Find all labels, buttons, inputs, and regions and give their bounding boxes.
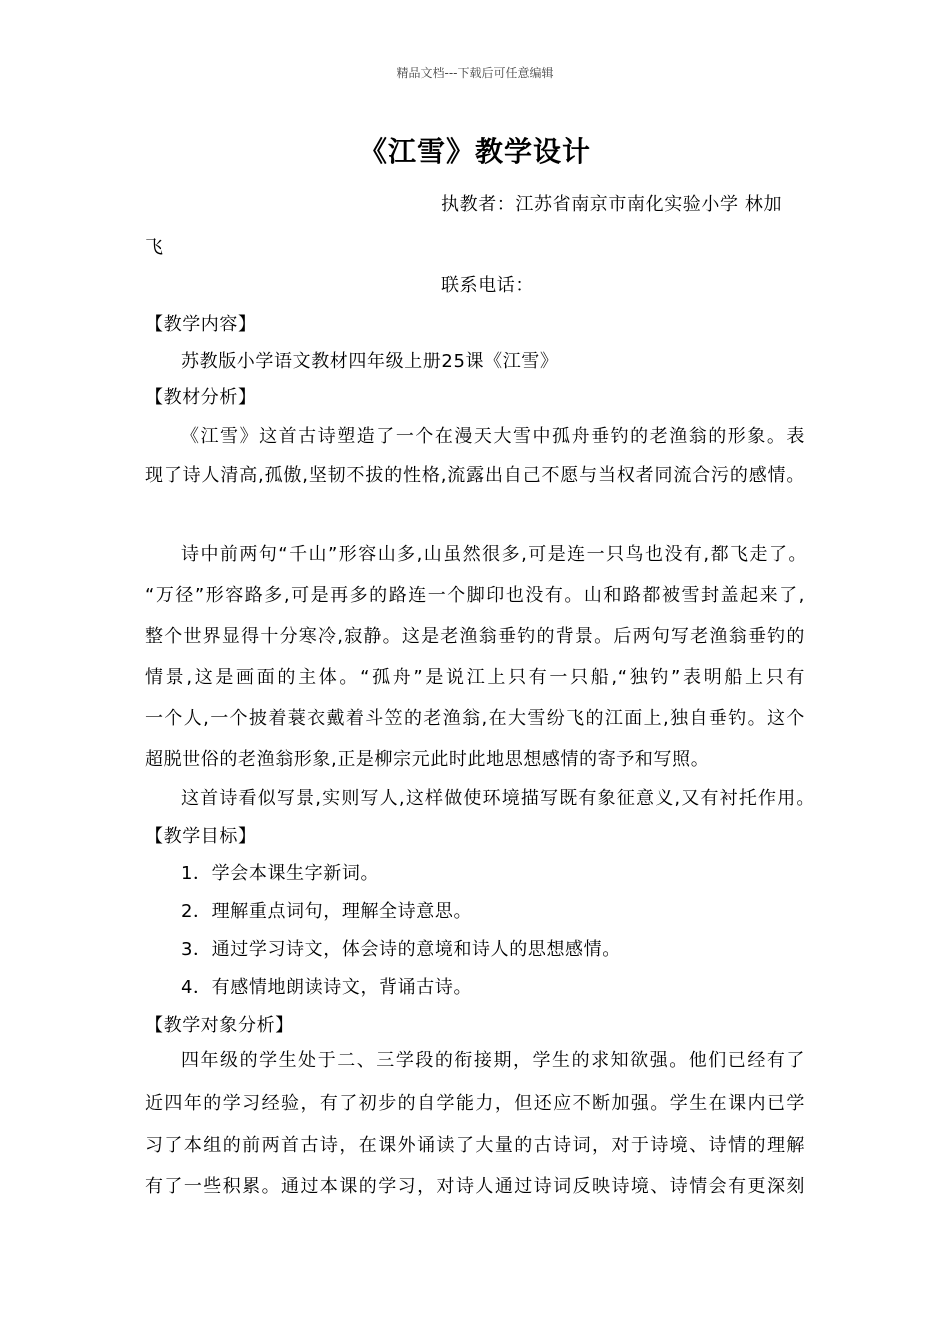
section-heading-content: 【教学内容】 xyxy=(145,314,257,335)
content-text: 苏教版小学语文教材四年级上册25课《江雪》 xyxy=(181,351,559,372)
analysis-line: 整个世界显得十分寒冷,寂静。这是老渔翁垂钓的背景。后两句写老渔翁垂钓的 xyxy=(145,626,805,647)
learners-line: 四年级的学生处于二、三学段的衔接期，学生的求知欲强。他们已经有了 xyxy=(181,1050,805,1071)
goal-item: 3．通过学习诗文，体会诗的意境和诗人的思想感情。 xyxy=(181,939,621,960)
document-title: 《江雪》教学设计 xyxy=(358,135,591,168)
analysis-line: 情景,这是画面的主体。“孤舟”是说江上只有一只船,“独钓”表明船上只有 xyxy=(145,667,805,688)
learners-line: 习了本组的前两首古诗，在课外诵读了大量的古诗词，对于诗境、诗情的理解 xyxy=(145,1135,805,1156)
author-line-continued: 飞 xyxy=(145,237,164,258)
goal-item: 4．有感情地朗读诗文，背诵古诗。 xyxy=(181,977,473,998)
analysis-line: 《江雪》这首古诗塑造了一个在漫天大雪中孤舟垂钓的老渔翁的形象。表 xyxy=(181,426,805,447)
analysis-line: 一个人,一个披着蓑衣戴着斗笠的老渔翁,在大雪纷飞的江面上,独自垂钓。这个 xyxy=(145,708,805,729)
analysis-line: 诗中前两句“千山”形容山多,山虽然很多,可是连一只鸟也没有,都飞走了。 xyxy=(181,544,807,565)
section-heading-analysis: 【教材分析】 xyxy=(145,387,257,408)
contact-line: 联系电话： xyxy=(441,275,534,296)
analysis-line: 现了诗人清高,孤傲,坚韧不拔的性格,流露出自己不愿与当权者同流合污的感情。 xyxy=(145,465,805,486)
analysis-line: “万径”形容路多,可是再多的路连一个脚印也没有。山和路都被雪封盖起来了, xyxy=(145,585,805,606)
section-heading-goals: 【教学目标】 xyxy=(145,826,257,847)
learners-line: 有了一些积累。通过本课的学习，对诗人通过诗词反映诗境、诗情会有更深刻 xyxy=(145,1176,805,1197)
author-line: 执教者：江苏省南京市南化实验小学 林加 xyxy=(441,194,783,215)
learners-line: 近四年的学习经验，有了初步的自学能力，但还应不断加强。学生在课内已学 xyxy=(145,1093,805,1114)
goal-item: 2．理解重点词句，理解全诗意思。 xyxy=(181,901,473,922)
header-note: 精品文档---下载后可任意编辑 xyxy=(396,66,554,80)
analysis-line: 超脱世俗的老渔翁形象,正是柳宗元此时此地思想感情的寄予和写照。 xyxy=(145,749,710,770)
goal-item: 1．学会本课生字新词。 xyxy=(181,863,380,884)
section-heading-learners: 【教学对象分析】 xyxy=(145,1015,294,1036)
analysis-line: 这首诗看似写景,实则写人,这样做使环境描写既有象征意义,又有衬托作用。 xyxy=(181,788,815,809)
